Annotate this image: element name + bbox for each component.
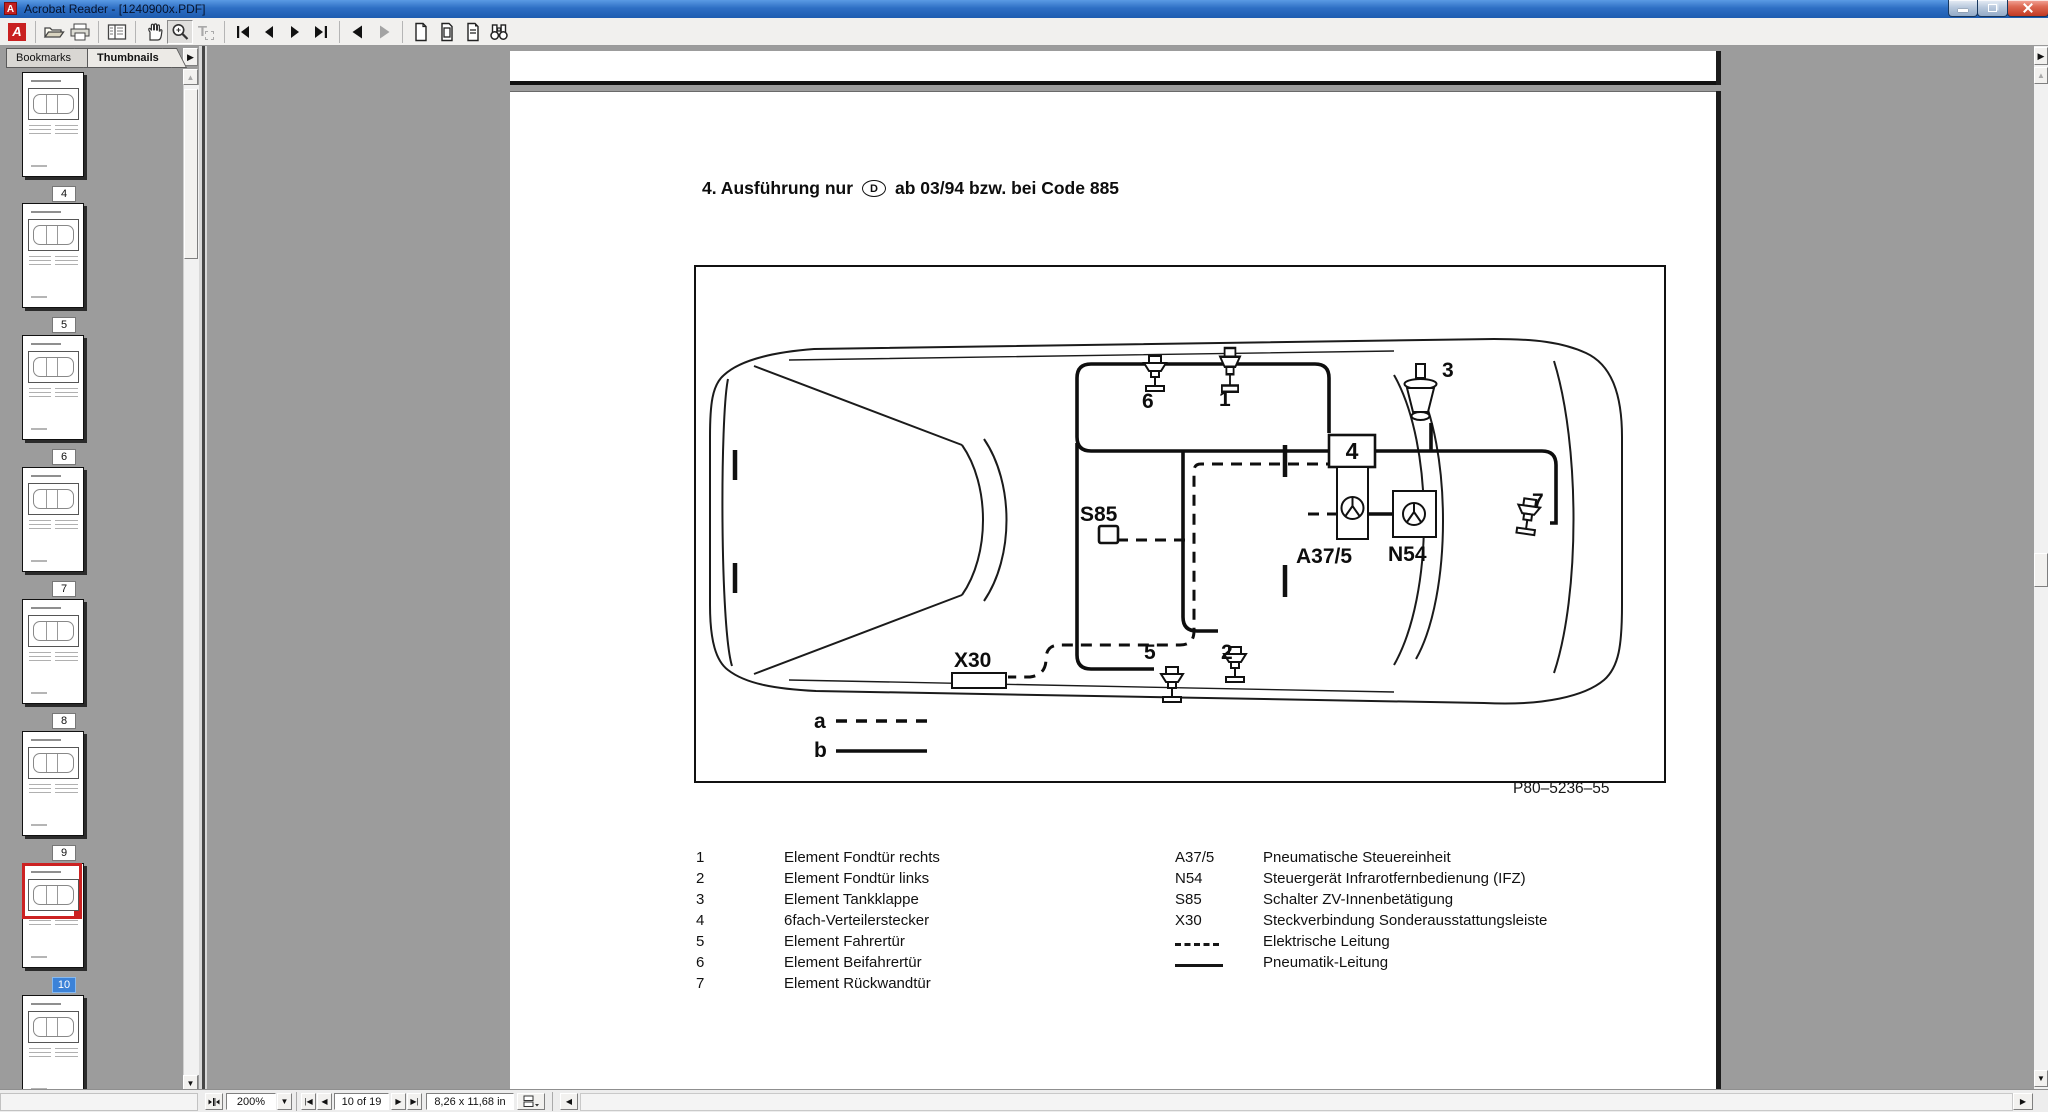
legend-row: 5 Element Fahrertür xyxy=(696,933,905,950)
navigation-pane-icon xyxy=(106,21,128,43)
n54-unit xyxy=(1393,491,1436,537)
zoom-dropdown-button[interactable]: ▼ xyxy=(277,1093,292,1110)
legend-right-column xyxy=(1175,847,1547,973)
first-page-icon xyxy=(233,22,253,42)
next-page-icon xyxy=(285,22,305,42)
scrollbar-menu-arrow-button[interactable]: ▶ xyxy=(2034,47,2048,65)
fit-page-icon xyxy=(436,21,458,43)
first-page-button[interactable] xyxy=(230,20,256,44)
text-select-tool-button[interactable] xyxy=(193,20,219,44)
scroll-down-button[interactable]: ▼ xyxy=(2034,1070,2048,1087)
pane-menu-arrow-button[interactable]: ▶ xyxy=(183,48,198,66)
legend-row: 3 Element Tankklappe xyxy=(696,891,919,908)
pdf-page xyxy=(510,91,1716,1089)
legend-row: Pneumatik-Leitung xyxy=(1175,952,1547,973)
sidebar-scrollbar-track[interactable] xyxy=(183,85,199,1075)
toolbar xyxy=(0,18,2048,46)
magnifier-icon xyxy=(169,21,191,43)
heading-prefix: 4. Ausführung nur xyxy=(702,178,854,198)
thumbnail-page-4[interactable] xyxy=(22,72,84,200)
pane-splitter[interactable] xyxy=(199,46,207,1089)
document-scrollbar-vertical[interactable] xyxy=(2034,46,2048,1112)
legend-row: 4 6fach-Verteilerstecker xyxy=(696,912,930,929)
go-forward-icon xyxy=(373,21,395,43)
title-bar xyxy=(0,0,2048,19)
thumbnail-label[interactable]: 5 xyxy=(52,317,76,333)
legend-row: A37/5 Pneumatische Steuereinheit xyxy=(1175,849,1451,866)
go-back-icon xyxy=(347,21,369,43)
print-button[interactable] xyxy=(67,20,93,44)
thumbnail-page-10-selected[interactable] xyxy=(22,863,84,991)
status-previous-page-button[interactable]: ◀ xyxy=(317,1093,332,1110)
s85-switch xyxy=(1099,526,1118,543)
thumbnail-page-8[interactable] xyxy=(22,599,84,727)
connector-4-label: 4 xyxy=(1345,438,1359,464)
last-page-icon xyxy=(311,22,331,42)
actual-size-button[interactable] xyxy=(408,20,434,44)
label-3: 3 xyxy=(1442,359,1454,382)
acrobat-app-icon: A xyxy=(4,2,17,15)
previous-page-shadow xyxy=(1716,51,1721,85)
pane-splitter-button[interactable] xyxy=(205,1093,223,1110)
zoom-tool-button[interactable] xyxy=(167,20,193,44)
a37-5-unit xyxy=(1337,467,1368,539)
splitter-icon xyxy=(208,1097,220,1107)
last-page-button[interactable] xyxy=(308,20,334,44)
label-7: 7 xyxy=(1532,490,1544,513)
tab-bookmarks[interactable]: Bookmarks xyxy=(6,48,87,68)
previous-page-bottom-edge xyxy=(510,51,1716,85)
legend-row: 1 Element Fondtür rechts xyxy=(696,849,940,866)
figure-number: P80–5236–55 xyxy=(1513,780,1610,797)
page-shadow xyxy=(1716,91,1721,1089)
page-layout-button[interactable] xyxy=(517,1093,545,1110)
page-layout-icon xyxy=(523,1095,539,1108)
thumbnail-label[interactable]: 7 xyxy=(52,581,76,597)
sidebar-horizontal-scrollbar[interactable] xyxy=(0,1093,198,1111)
label-s85: S85 xyxy=(1080,503,1118,526)
minimize-button[interactable] xyxy=(1948,0,1978,17)
label-2: 2 xyxy=(1221,641,1233,664)
fit-width-button[interactable] xyxy=(460,20,486,44)
page-size-display: 8,26 x 11,68 in xyxy=(426,1093,514,1110)
thumbnail-label-selected[interactable]: 10 xyxy=(52,977,76,993)
solid-line-sample xyxy=(1175,952,1263,973)
thumbnail-label[interactable]: 9 xyxy=(52,845,76,861)
thumbnail-label[interactable]: 8 xyxy=(52,713,76,729)
section-heading xyxy=(702,178,1119,199)
open-folder-icon xyxy=(43,21,65,43)
dashed-line-sample xyxy=(1175,931,1263,952)
thumbnail-label[interactable]: 4 xyxy=(52,186,76,202)
window-title: Acrobat Reader - [1240900x.PDF] xyxy=(24,2,206,16)
car-pneumatic-diagram xyxy=(694,265,1666,783)
legend-row: X30 Steckverbindung Sonderausstattungsleiste xyxy=(1175,912,1548,929)
hscroll-right-button[interactable]: ▶ xyxy=(2013,1093,2033,1110)
status-next-page-button[interactable]: ▶ xyxy=(391,1093,406,1110)
label-line-a: a xyxy=(814,710,826,733)
show-hide-navigation-pane-button[interactable] xyxy=(104,20,130,44)
zoom-level-display[interactable]: 200% xyxy=(226,1093,276,1110)
thumbnail-page-9[interactable] xyxy=(22,731,84,859)
thumbnail-page-7[interactable] xyxy=(22,467,84,595)
label-line-b: b xyxy=(814,739,827,762)
find-button[interactable] xyxy=(486,20,512,44)
document-area[interactable] xyxy=(207,46,2034,1089)
printer-icon xyxy=(69,21,91,43)
label-5: 5 xyxy=(1144,641,1156,664)
fit-width-icon xyxy=(462,21,484,43)
page-indicator[interactable]: 10 of 19 xyxy=(334,1093,389,1110)
scroll-up-button[interactable]: ▲ xyxy=(2034,67,2048,84)
text-select-icon: T xyxy=(198,23,214,40)
document-scrollbar-horizontal[interactable] xyxy=(580,1093,2013,1111)
actual-size-icon xyxy=(410,21,432,43)
thumbnail-label[interactable]: 6 xyxy=(52,449,76,465)
acrobat-logo-button[interactable]: A xyxy=(4,20,30,44)
thumbnail-page-11[interactable] xyxy=(22,995,84,1089)
label-x30: X30 xyxy=(954,649,992,672)
legend-row: 6 Element Beifahrertür xyxy=(696,954,922,971)
previous-page-button[interactable] xyxy=(256,20,282,44)
previous-page-icon xyxy=(259,22,279,42)
legend-row: N54 Steuergerät Infrarotfernbedienung (IFZ) xyxy=(1175,870,1526,887)
go-forward-button[interactable] xyxy=(371,20,397,44)
sidebar-scrollbar-thumb[interactable] xyxy=(184,89,198,259)
binoculars-icon xyxy=(488,21,510,43)
legend-left-column xyxy=(696,847,940,994)
sidebar-scroll-down-button[interactable]: ▼ xyxy=(183,1075,198,1089)
status-first-page-button[interactable]: |◀ xyxy=(301,1093,316,1110)
pane-tabs xyxy=(6,48,175,66)
legend-row: Elektrische Leitung xyxy=(1175,931,1547,952)
view-rect-resize-handle[interactable] xyxy=(74,911,80,917)
go-back-button[interactable] xyxy=(345,20,371,44)
page-view-rectangle[interactable] xyxy=(22,863,82,919)
hand-icon xyxy=(143,21,165,43)
status-last-page-button[interactable]: ▶| xyxy=(407,1093,422,1110)
open-file-button[interactable] xyxy=(41,20,67,44)
fit-page-button[interactable] xyxy=(434,20,460,44)
tab-thumbnails[interactable]: Thumbnails xyxy=(87,48,175,68)
legend-row: S85 Schalter ZV-Innenbetätigung xyxy=(1175,891,1454,908)
status-bar xyxy=(0,1089,2048,1112)
next-page-button[interactable] xyxy=(282,20,308,44)
label-n54: N54 xyxy=(1388,543,1427,566)
label-a37-5: A37/5 xyxy=(1296,545,1353,568)
heading-suffix: ab 03/94 bzw. bei Code 885 xyxy=(895,178,1120,198)
x30-connector xyxy=(952,673,1006,688)
restore-button[interactable] xyxy=(1977,0,2008,17)
hscroll-left-button[interactable]: ◀ xyxy=(560,1093,578,1110)
vertical-scrollbar-thumb[interactable] xyxy=(2034,553,2048,587)
country-badge-d: D xyxy=(862,180,886,197)
thumbnail-page-5[interactable] xyxy=(22,203,84,331)
legend-row: 2 Element Fondtür links xyxy=(696,870,930,887)
navigation-pane xyxy=(0,46,199,1089)
sidebar-scroll-up-button[interactable]: ▲ xyxy=(183,69,198,85)
thumbnail-page-6[interactable] xyxy=(22,335,84,463)
label-6: 6 xyxy=(1142,390,1154,413)
close-button[interactable] xyxy=(2007,0,2048,17)
label-1: 1 xyxy=(1219,388,1231,411)
legend-row: 7 Element Rückwandtür xyxy=(696,975,931,992)
hand-tool-button[interactable] xyxy=(141,20,167,44)
